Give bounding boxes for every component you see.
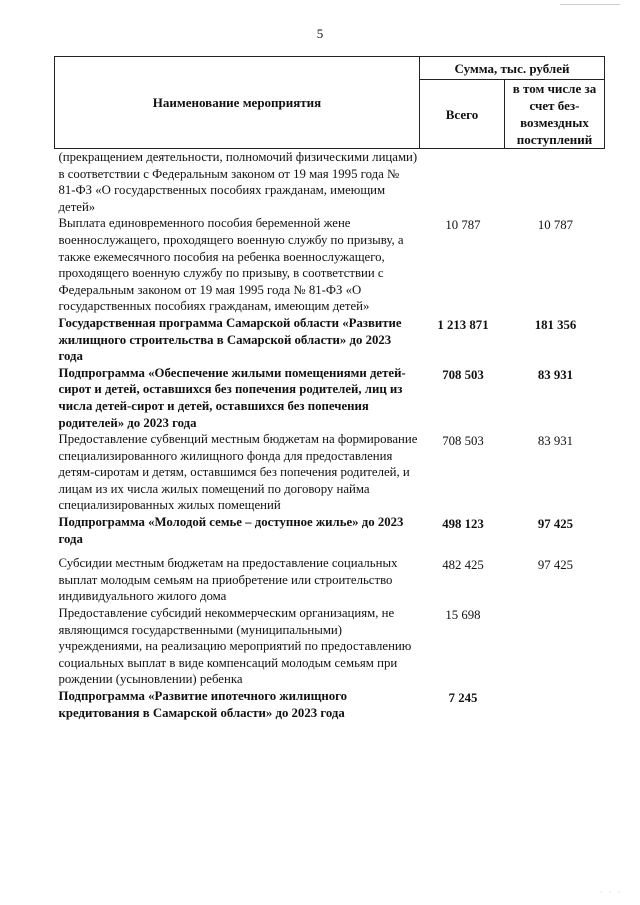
table-row [55,555,605,605]
row-included: 97 425 [537,517,574,532]
table-row [55,688,605,721]
header-name: Наименование мероприятия [55,57,420,149]
table-row [55,605,605,688]
table-header [55,57,605,149]
header-total: Всего [420,80,505,149]
row-name: Подпрограмма «Обеспечение жилыми помещениями детей-сирот и детей, оставшихся без попечения родителей, лиц из числа детей-сирот и детей, оставшихся без попечения родителей» до 2023 года [58,365,406,430]
header-sum: Сумма, тыс. рублей [420,57,605,80]
row-name: Подпрограмма «Молодой семье – доступное жилье» до 2023 года [58,515,404,546]
row-name: (прекращением деятельности, полномочий физическими лицами) в соответствии с Федеральным законом от 19 мая 1995 года № 81-ФЗ «О государственных пособиях гражданам, имеющим детей» [58,150,418,214]
budget-table [54,56,605,721]
row-included: 10 787 [537,218,574,233]
row-name: Государственная программа Самарской области «Развитие жилищного строительства в Самарской области» до 2023 года [58,315,402,364]
scan-mark: · · · [600,888,622,897]
row-included: 97 425 [537,558,574,573]
row-name: Предоставление субсидий некоммерческим организациям, не являющимся государственными (муниципальными) учреждениями, на реализацию мероприятий по предоставлению социальных выплат в виде компенсаций молодым семьям при рождении (усыновлении) ребенка [58,606,412,687]
row-name: Подпрограмма «Развитие ипотечного жилищного кредитования в Самарской области» до 2023 года [58,689,348,720]
table-body [55,149,605,722]
row-included [505,605,605,688]
table-row [55,149,605,216]
table-row [55,215,605,315]
table-row [55,365,605,431]
row-total: 7 245 [448,691,478,705]
row-included [505,688,605,721]
table-row [55,431,605,514]
row-name: Выплата единовременного пособия беременной жене военнослужащего, проходящего военную службу по призыву, а также ежемесячного пособия на ребенка военнослужащего, проходящего военную службу по призыву, в соответствии с Федеральным законом от 19 мая 1995 года № 81-ФЗ «О государственных пособиях гражданам, имеющим детей» [58,216,404,314]
row-total: 15 698 [445,608,481,623]
page-number: 5 [316,26,324,41]
row-total: 482 425 [442,558,484,573]
row-total: 708 503 [442,434,484,449]
header-included: в том числе за счет без-возмездных поступлений [505,80,605,149]
row-name: Субсидии местным бюджетам на предоставление социальных выплат молодым семьям на приобретение или строительство индивидуального жилого дома [58,556,398,604]
row-total: 1 213 871 [437,317,489,332]
row-included [505,149,605,216]
row-total: 498 123 [442,517,484,532]
row-name: Предоставление субвенций местным бюджетам на формирование специализированного жилищного фонда для предоставления детям-сиротам и детям, оставшимся без попечения родителей, и лицам из их числа жилых помещений по договору найма специализированных жилых помещений [58,432,418,513]
row-total: 10 787 [445,218,481,233]
row-included: 83 931 [537,367,574,382]
row-total [420,149,505,216]
row-included: 83 931 [537,434,574,449]
table-row [55,315,605,365]
row-total: 708 503 [442,367,484,382]
scan-edge-mark [560,4,620,5]
table-row [55,514,605,555]
row-included: 181 356 [534,317,577,332]
